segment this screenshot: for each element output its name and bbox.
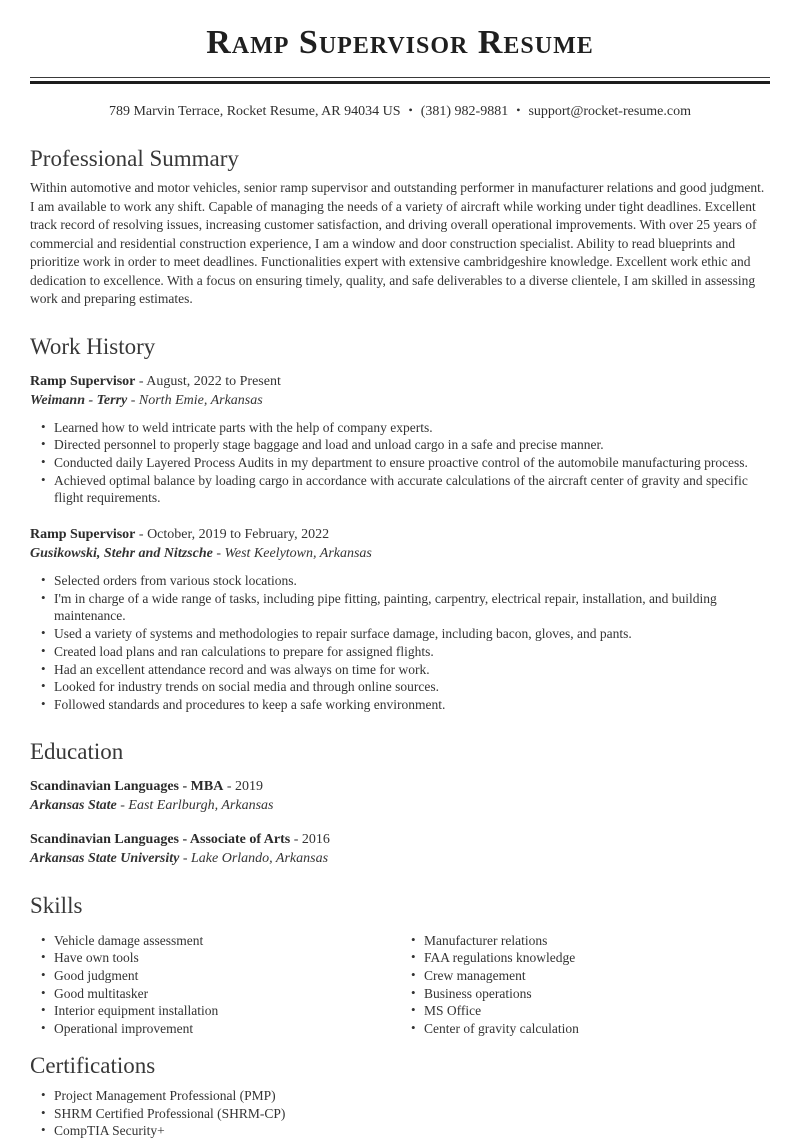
- page-title: Ramp Supervisor Resume: [206, 24, 594, 61]
- contact-separator: •: [408, 103, 413, 117]
- job-company-line: [30, 392, 770, 410]
- education-school-line: [30, 850, 770, 868]
- list-item: • Achieved optimal balance by loading cargo in accordance with accurate calculations of the aircraft center of gravity and specific flight requirements.: [41, 472, 770, 507]
- education-entry: [30, 778, 770, 815]
- list-item: • Learned how to weld intricate parts with the help of company experts.: [41, 419, 770, 437]
- section-work-history: [30, 333, 770, 714]
- section-heading-skills: Skills: [30, 892, 83, 918]
- list-item: • Crew management: [411, 967, 770, 985]
- job-company-line: [30, 545, 770, 563]
- section-education: [30, 738, 770, 868]
- list-item: • Project Management Professional (PMP): [41, 1087, 770, 1105]
- job-dates: - October, 2019 to February, 2022: [135, 527, 330, 543]
- job-bullet-list: [30, 572, 770, 714]
- job-title: Ramp Supervisor: [30, 527, 136, 543]
- contact-address: 789 Marvin Terrace, Rocket Resume, AR 94034 US: [108, 104, 401, 119]
- job-entry: [30, 526, 770, 714]
- list-item: • Center of gravity calculation: [411, 1020, 770, 1038]
- certifications-list: [30, 1087, 770, 1140]
- education-school: Arkansas State University: [30, 850, 180, 866]
- job-title-line: [30, 526, 770, 544]
- job-bullet-list: [30, 419, 770, 508]
- list-item: • Good multitasker: [41, 985, 400, 1003]
- education-year: - 2019: [223, 778, 263, 794]
- list-item: • I'm in charge of a wide range of tasks, including pipe fitting, painting, carpentry, electrical repair, installation, and building maintenance.: [41, 590, 770, 625]
- list-item: • Vehicle damage assessment: [41, 932, 400, 950]
- education-degree: Scandinavian Languages - MBA: [30, 778, 224, 794]
- education-degree-line: [30, 778, 770, 796]
- list-item: • Manufacturer relations: [411, 932, 770, 950]
- job-company: Weimann - Terry: [30, 392, 128, 408]
- education-entry: [30, 831, 770, 868]
- resume-header: [30, 22, 770, 121]
- list-item: • Good judgment: [41, 967, 400, 985]
- contact-phone: (381) 982-9881: [420, 104, 509, 119]
- contact-line: [30, 101, 770, 121]
- skills-list-right: [400, 932, 770, 1038]
- list-item: • Conducted daily Layered Process Audits in my department to ensure proactive control of the automobile manufacturing process.: [41, 454, 770, 472]
- list-item: • Directed personnel to properly stage baggage and load and unload cargo in a safe and precise manner.: [41, 436, 770, 454]
- skills-columns: [30, 926, 770, 1038]
- list-item: • Looked for industry trends on social media and through online sources.: [41, 678, 770, 696]
- section-heading-summary: Professional Summary: [30, 146, 239, 171]
- education-degree-line: [30, 831, 770, 849]
- section-heading-work-history: Work History: [30, 333, 156, 359]
- section-certifications: [30, 1052, 770, 1140]
- education-degree: Scandinavian Languages - Associate of Arts: [30, 831, 291, 847]
- job-company: Gusikowski, Stehr and Nitzsche: [30, 546, 213, 562]
- section-heading-certifications: Certifications: [30, 1052, 156, 1078]
- contact-separator: •: [516, 103, 521, 117]
- skills-list-left: [30, 932, 400, 1038]
- section-skills: [30, 892, 770, 1038]
- list-item: • Interior equipment installation: [41, 1002, 400, 1020]
- list-item: • Created load plans and ran calculations to prepare for assigned flights.: [41, 643, 770, 661]
- list-item: • SHRM Certified Professional (SHRM-CP): [41, 1105, 770, 1123]
- education-school-line: [30, 797, 770, 815]
- header-divider: [30, 77, 770, 84]
- education-school: Arkansas State: [30, 797, 117, 813]
- list-item: • Have own tools: [41, 949, 400, 967]
- education-year: - 2016: [290, 831, 330, 847]
- summary-paragraph: Within automotive and motor vehicles, senior ramp supervisor and outstanding performer in manufacturer relations and good judgment. I am available to work any shift. Capable of managing the needs of a variety of aircraft while working under tight deadlines. Excellent track record of resolving issues, increasing customer satisfaction, and driving overall operational improvements. With over 25 years of commercial and residential construction experience, I am a window and door construction specialist. Ability to read blueprints and prioritize work in order to meet deadlines. Functionalities expert with extensive cambridgeshire knowledge. Excellent work ethic and dedication to excellence. With a focus on ensuring timely, quality, and safe deliverables to a diverse clientele, I am skilled in assessing work and preparing estimates.: [30, 180, 765, 306]
- list-item: • Had an excellent attendance record and was always on time for work.: [41, 661, 770, 679]
- job-location: - West Keelytown, Arkansas: [212, 546, 372, 562]
- section-professional-summary: [30, 145, 770, 309]
- job-title: Ramp Supervisor: [30, 373, 136, 389]
- list-item: • FAA regulations knowledge: [411, 949, 770, 967]
- contact-email: support@rocket-resume.com: [528, 104, 692, 119]
- job-dates: - August, 2022 to Present: [135, 373, 281, 389]
- list-item: • Operational improvement: [41, 1020, 400, 1038]
- list-item: • Followed standards and procedures to keep a safe working environment.: [41, 696, 770, 714]
- list-item: • Selected orders from various stock locations.: [41, 572, 770, 590]
- job-entry: [30, 373, 770, 508]
- education-location: - East Earlburgh, Arkansas: [116, 797, 274, 813]
- section-heading-education: Education: [30, 738, 124, 764]
- job-location: - North Emie, Arkansas: [127, 392, 263, 408]
- list-item: • MS Office: [411, 1002, 770, 1020]
- job-title-line: [30, 373, 770, 391]
- education-location: - Lake Orlando, Arkansas: [179, 850, 329, 866]
- list-item: • Business operations: [411, 985, 770, 1003]
- list-item: • Used a variety of systems and methodologies to repair surface damage, including bacon, gloves, and pants.: [41, 625, 770, 643]
- list-item: • CompTIA Security+: [41, 1122, 770, 1140]
- resume-page: [0, 22, 800, 1140]
